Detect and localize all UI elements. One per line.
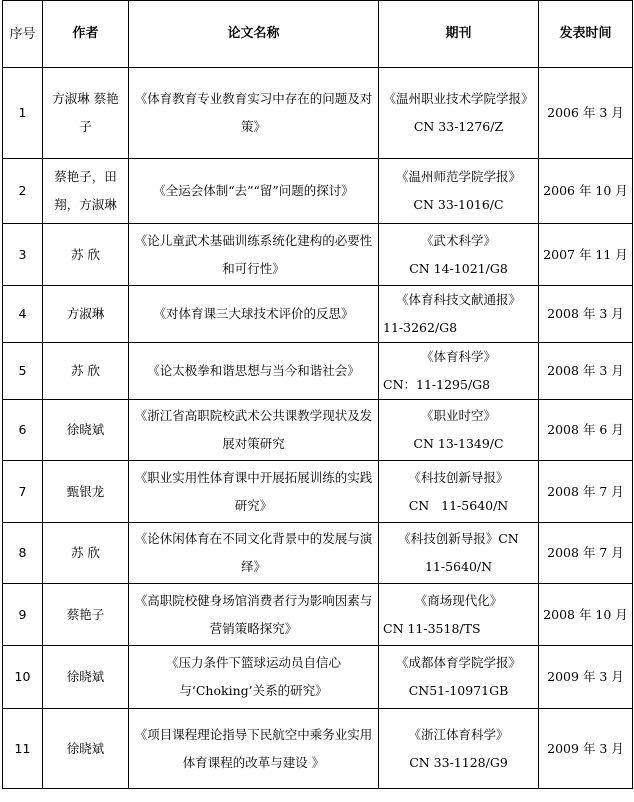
table-row <box>3 343 633 400</box>
row-author: 方淑琳 <box>43 286 129 343</box>
journal-cn: 11-3262/G8 <box>383 320 458 335</box>
table-row <box>3 584 633 646</box>
row-no: 5 <box>3 343 43 400</box>
row-journal <box>379 461 539 523</box>
row-no: 11 <box>3 709 43 789</box>
papers-table <box>2 0 633 789</box>
row-author: 徐晓斌 <box>43 400 129 461</box>
row-title: 《项目课程理论指导下民航空中乘务业实用体育课程的改革与建设 》 <box>129 709 379 789</box>
header-date: 发表时间 <box>539 1 633 68</box>
table-row <box>3 159 633 224</box>
header-row <box>3 1 633 68</box>
journal-name: 《科技创新导报》CN <box>398 531 519 546</box>
row-date: 2008 年 3 月 <box>539 343 633 400</box>
row-title: 《浙江省高职院校武术公共课教学现状及发展对策研究 <box>129 400 379 461</box>
journal-cn: CN 11-5640/N <box>408 497 509 513</box>
journal-cn: CN 11-3518/TS <box>383 620 481 636</box>
row-journal <box>379 523 539 584</box>
row-title: 《论休闲体育在不同文化背景中的发展与演绎》 <box>129 523 379 584</box>
row-no: 9 <box>3 584 43 646</box>
journal-name: 《武术科学》 <box>420 232 496 248</box>
row-no: 10 <box>3 646 43 709</box>
table-row <box>3 286 633 343</box>
row-date: 2009 年 3 月 <box>539 646 633 709</box>
journal-name: 《浙江体育科学》 <box>408 726 509 742</box>
journal-name: 《温州职业技术学院学报》 <box>383 91 534 106</box>
row-title: 《压力条件下篮球运动员自信心与‘Choking’关系的研究》 <box>129 646 379 709</box>
journal-name: 《温州师范学院学报》 <box>395 169 521 184</box>
table-row <box>3 709 633 789</box>
journal-name: 《体育科学》 <box>420 349 496 364</box>
row-title: 《高职院校健身场馆消费者行为影响因素与营销策略探究》 <box>129 584 379 646</box>
row-title: 《体育教育专业教育实习中存在的问题及对策》 <box>129 68 379 159</box>
row-date: 2008 年 7 月 <box>539 523 633 584</box>
journal-cn: 11-5640/N <box>424 559 493 574</box>
row-journal <box>379 709 539 789</box>
row-journal <box>379 584 539 646</box>
header-no: 序号 <box>3 1 43 68</box>
journal-cn: CN 33-1128/G9 <box>409 754 508 770</box>
row-title: 《职业实用性体育课中开展拓展训练的实践研究》 <box>129 461 379 523</box>
row-no: 8 <box>3 523 43 584</box>
row-journal <box>379 224 539 286</box>
row-author: 徐晓斌 <box>43 709 129 789</box>
journal-name: 《科技创新导报》 <box>408 469 509 485</box>
row-date: 2007 年 11 月 <box>539 224 633 286</box>
row-date: 2006 年 3 月 <box>539 68 633 159</box>
row-title: 《对体育课三大球技术评价的反思》 <box>129 286 379 343</box>
row-journal <box>379 343 539 400</box>
row-date: 2008 年 10 月 <box>539 584 633 646</box>
row-author: 蔡艳子 <box>43 584 129 646</box>
table-row <box>3 646 633 709</box>
table-row <box>3 400 633 461</box>
row-title: 《论儿童武术基础训练系统化建构的必要性和可行性》 <box>129 224 379 286</box>
journal-name: 《商场现代化》 <box>414 592 503 608</box>
header-title: 论文名称 <box>129 1 379 68</box>
row-date: 2009 年 3 月 <box>539 709 633 789</box>
journal-cn: CN 33-1016/C <box>413 197 504 212</box>
row-author: 甄银龙 <box>43 461 129 523</box>
journal-cn: CN：11-1295/G8 <box>383 377 491 392</box>
row-author: 苏 欣 <box>43 224 129 286</box>
journal-cn: CN 33-1276/Z <box>413 119 504 134</box>
row-journal <box>379 400 539 461</box>
table-row <box>3 68 633 159</box>
row-author: 徐晓斌 <box>43 646 129 709</box>
row-journal <box>379 159 539 224</box>
header-journal: 期刊 <box>379 1 539 68</box>
journal-cn: CN 14-1021/G8 <box>409 260 508 276</box>
row-author: 苏 欣 <box>43 523 129 584</box>
row-no: 6 <box>3 400 43 461</box>
row-no: 4 <box>3 286 43 343</box>
row-date: 2006 年 10 月 <box>539 159 633 224</box>
journal-cn: CN 13-1349/C <box>413 436 504 451</box>
header-author: 作者 <box>43 1 129 68</box>
journal-cn: CN51-10971GB <box>408 683 509 698</box>
row-no: 2 <box>3 159 43 224</box>
row-journal <box>379 286 539 343</box>
row-author: 方淑琳 蔡艳子 <box>43 68 129 159</box>
row-no: 3 <box>3 224 43 286</box>
journal-name: 《体育科技文献通报》 <box>395 292 521 307</box>
row-journal <box>379 68 539 159</box>
row-title: 《全运会体制“去”“留”问题的探讨》 <box>129 159 379 224</box>
row-author: 蔡艳子，田翔，方淑琳 <box>43 159 129 224</box>
row-date: 2008 年 6 月 <box>539 400 633 461</box>
row-no: 7 <box>3 461 43 523</box>
table-row <box>3 224 633 286</box>
row-no: 1 <box>3 68 43 159</box>
journal-name: 《职业时空》 <box>420 408 496 423</box>
row-author: 苏 欣 <box>43 343 129 400</box>
row-date: 2008 年 7 月 <box>539 461 633 523</box>
row-journal <box>379 646 539 709</box>
table-row <box>3 461 633 523</box>
row-date: 2008 年 3 月 <box>539 286 633 343</box>
row-title: 《论太极拳和谐思想与当今和谐社会》 <box>129 343 379 400</box>
table-row <box>3 523 633 584</box>
journal-name: 《成都体育学院学报》 <box>395 655 521 670</box>
